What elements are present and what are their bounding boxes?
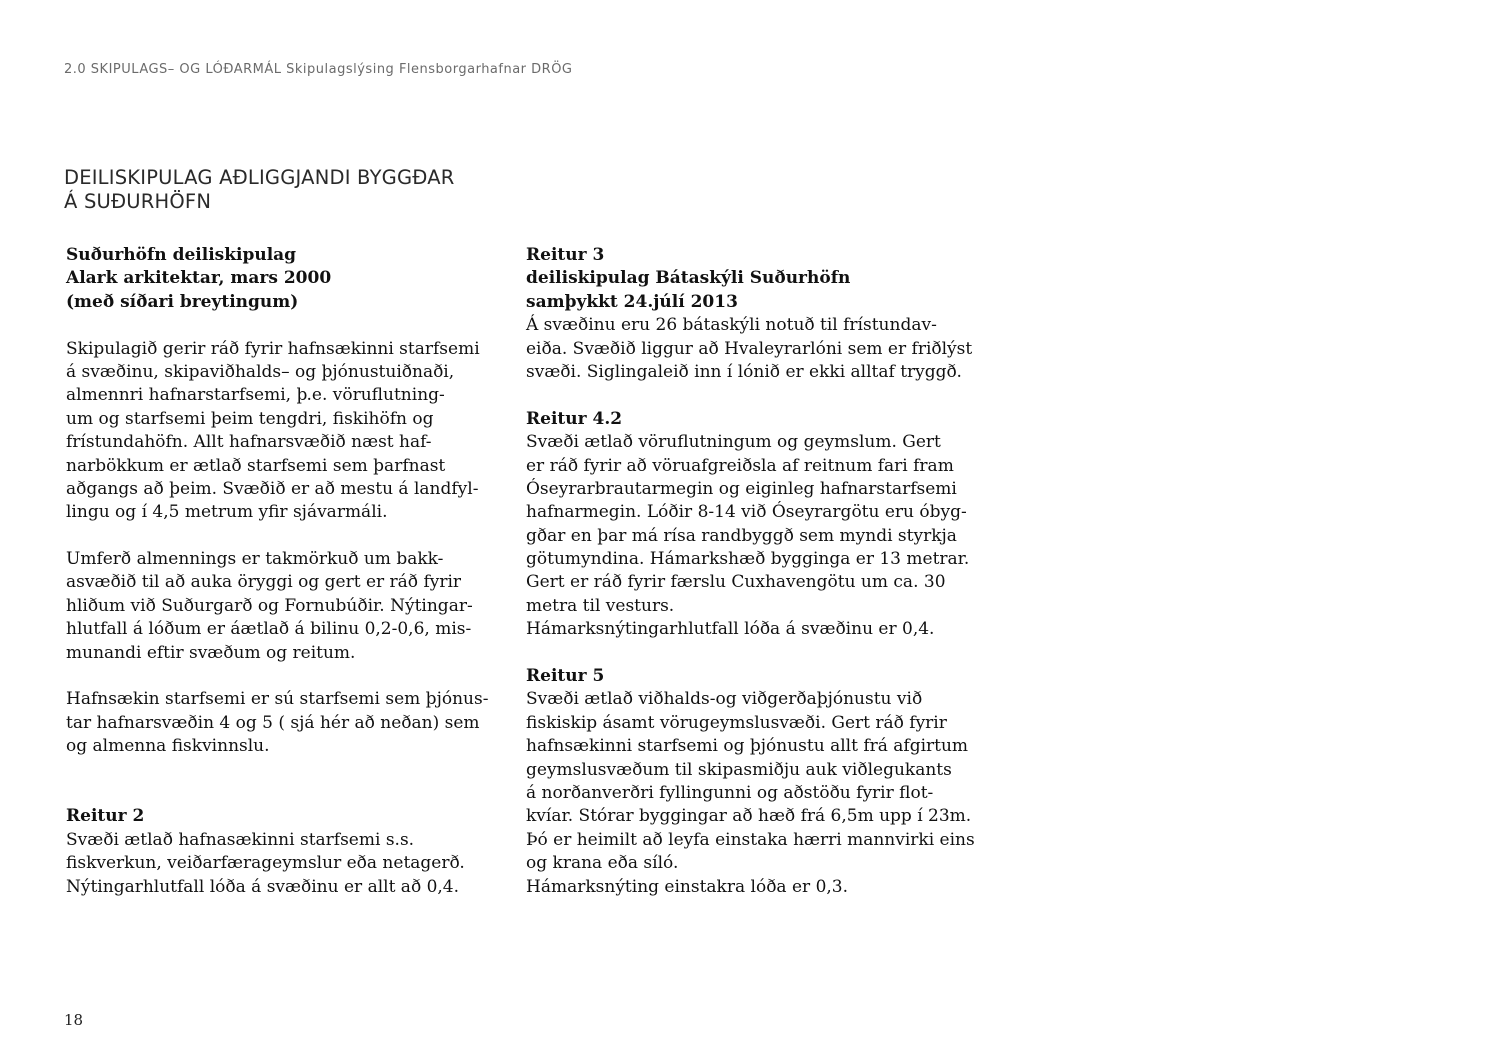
- text-line: Hafnsækin starfsemi er sú starfsemi sem þjónus-: [66, 689, 489, 710]
- section-title: [64, 166, 455, 214]
- text-line: Svæði ætlað viðhalds-og viðgerðaþjónustu við: [526, 689, 923, 710]
- text-line: Gert er ráð fyrir færslu Cuxhavengötu um ca. 30: [526, 572, 946, 593]
- text-line: Hámarksnýtingarhlutfall lóða á svæðinu er 0,4.: [526, 619, 935, 640]
- text-line: kvíar. Stórar byggingar að hæð frá 6,5m upp í 23m.: [526, 806, 972, 827]
- reitur-2-title: Reitur 2: [66, 806, 145, 827]
- paragraph-1: [66, 338, 506, 525]
- text-line: hafnarmegin. Lóðir 8-14 við Óseyrargötu eru óbyg-: [526, 502, 967, 523]
- right-column: [526, 244, 986, 899]
- text-line: Óseyrarbrautarmegin og eiginleg hafnarstarfsemi: [526, 478, 957, 499]
- text-line: asvæðið til að auka öryggi og gert er ráð fyrir: [66, 572, 462, 593]
- text-line: Svæði ætlað hafnasækinni starfsemi s.s.: [66, 829, 415, 850]
- text-line: er ráð fyrir að vöruafgreiðsla af reitnum fari fram: [526, 455, 954, 476]
- running-header: 2.0 SKIPULAGS– OG LÓÐARMÁL Skipulagslýsing Flensborgarhafnar DRÖG: [64, 62, 573, 77]
- section-title-line-2: Á SUÐURHÖFN: [64, 190, 212, 213]
- text-line: metra til vesturs.: [526, 595, 675, 616]
- reitur-3-subtitle: deiliskipulag Bátaskýli Suðurhöfn: [526, 268, 851, 289]
- reitur-3-section: [526, 244, 986, 384]
- text-line: fiskiskip ásamt vörugeymslusvæði. Gert ráð fyrir: [526, 712, 947, 733]
- reitur-4-2-section: [526, 408, 986, 642]
- page-number: 18: [64, 1011, 84, 1029]
- text-line: Á svæðinu eru 26 bátaskýli notuð til frístundav-: [526, 315, 937, 336]
- text-line: hlutfall á lóðum er áætlað á bilinu 0,2-0,6, mis-: [66, 619, 472, 640]
- text-line: gðar en þar má rísa randbyggð sem myndi styrkja: [526, 525, 957, 546]
- text-line: frístundahöfn. Allt hafnarsvæðið næst haf-: [66, 432, 432, 453]
- text-line: Nýtingarhlutfall lóða á svæðinu er allt að 0,4.: [66, 876, 460, 897]
- text-line: götumyndina. Hámarkshæð bygginga er 13 metrar.: [526, 549, 970, 570]
- text-line: Umferð almennings er takmörkuð um bakk-: [66, 549, 444, 570]
- text-line: á svæðinu, skipaviðhalds– og þjónustuiðnaði,: [66, 361, 455, 382]
- reitur-3-subtitle: samþykkt 24.júlí 2013: [526, 291, 738, 312]
- text-line: svæði. Siglingaleið inn í lónið er ekki alltaf tryggð.: [526, 361, 962, 382]
- reitur-2-section: [66, 805, 506, 899]
- text-line: Svæði ætlað vöruflutningum og geymslum. Gert: [526, 432, 941, 453]
- heading-line: Suðurhöfn deiliskipulag: [66, 245, 297, 265]
- text-line: almennri hafnarstarfsemi, þ.e. vöruflutning-: [66, 385, 445, 406]
- reitur-5-section: [526, 665, 986, 899]
- left-column: [66, 244, 506, 899]
- text-line: á norðanverðri fyllingunni og aðstöðu fyrir flot-: [526, 782, 934, 803]
- text-line: munandi eftir svæðum og reitum.: [66, 642, 356, 663]
- text-line: tar hafnarsvæðin 4 og 5 ( sjá hér að neðan) sem: [66, 712, 480, 733]
- heading-line: Alark arkitektar, mars 2000: [66, 268, 332, 289]
- text-line: hafnsækinni starfsemi og þjónustu allt frá afgirtum: [526, 736, 969, 757]
- text-line: fiskverkun, veiðarfærageymslur eða netagerð.: [66, 853, 465, 874]
- reitur-3-title: Reitur 3: [526, 245, 605, 265]
- text-line: aðgangs að þeim. Svæðið er að mestu á landfyl-: [66, 478, 479, 499]
- paragraph-3: [66, 688, 506, 758]
- text-line: lingu og í 4,5 metrum yfir sjávarmáli.: [66, 502, 388, 523]
- text-line: narbökkum er ætlað starfsemi sem þarfnast: [66, 455, 446, 476]
- reitur-5-title: Reitur 5: [526, 666, 605, 687]
- text-line: eiða. Svæðið liggur að Hvaleyrarlóni sem er friðlýst: [526, 338, 973, 359]
- left-heading-block: [66, 244, 506, 314]
- text-line: hliðum við Suðurgarð og Fornubúðir. Nýtingar-: [66, 595, 473, 616]
- text-line: geymslusvæðum til skipasmiðju auk viðlegukants: [526, 759, 952, 780]
- text-line: Hámarksnýting einstakra lóða er 0,3.: [526, 876, 849, 897]
- paragraph-2: [66, 548, 506, 665]
- reitur-4-2-title: Reitur 4.2: [526, 408, 623, 429]
- text-line: Þó er heimilt að leyfa einstaka hærri mannvirki eins: [526, 829, 975, 850]
- section-title-line-1: DEILISKIPULAG AÐLIGGJANDI BYGGÐAR: [64, 166, 455, 189]
- text-line: og almenna fiskvinnslu.: [66, 736, 270, 757]
- text-line: Skipulagið gerir ráð fyrir hafnsækinni starfsemi: [66, 338, 480, 359]
- heading-line: (með síðari breytingum): [66, 291, 299, 312]
- text-line: um og starfsemi þeim tengdri, fiskihöfn og: [66, 408, 434, 429]
- text-line: og krana eða síló.: [526, 853, 679, 874]
